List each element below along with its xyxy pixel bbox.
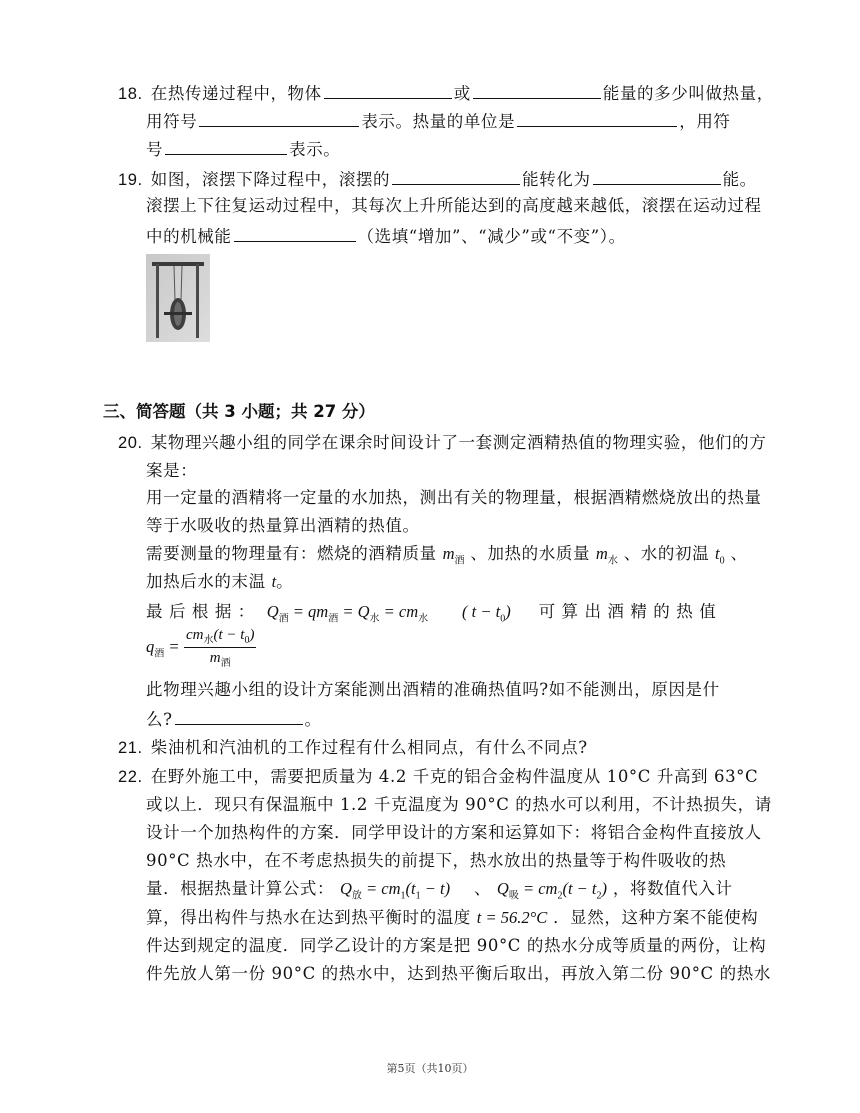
answer-blank[interactable] (165, 137, 287, 155)
answer-blank[interactable] (473, 81, 601, 99)
section-heading: 三、简答题（共 3 小题；共 27 分） (103, 402, 375, 421)
fraction-numerator: $cm_水(t - t_0)$ (186, 627, 255, 646)
rolling-pendulum-image (146, 254, 210, 342)
q20-line-6: 加热后水的末温 t。 (146, 572, 294, 591)
math-t0: $t_0$ (715, 544, 725, 567)
answer-blank[interactable] (392, 167, 520, 185)
q21-number: 21. (118, 739, 143, 757)
q18-line-2: 用符号 表示。热量的单位是 ，用符 (146, 109, 731, 133)
math-equation: $Q_酒 = qm_酒 = Q_水 = cm_水$ (266, 602, 429, 625)
answer-blank[interactable] (324, 81, 452, 99)
q22-line-8: 件先放人第一份 90°C 的热水中，达到热平衡后取出，再放入第二份 90°C 的热水 (146, 964, 771, 983)
math-q-absorb: $Q_吸 = cm_2(t - t_2)$ (496, 879, 608, 902)
q19-line-1: 19. 如图，滚摆下降过程中，滚摆的 能转化为 能。 (118, 167, 757, 191)
q19-number: 19. (118, 171, 143, 189)
math-m-alcohol: $m_酒$ (442, 544, 465, 567)
q20-line-9: 此物理兴趣小组的设计方案能测出酒精的准确热值吗?如不能测出，原因是什 (146, 680, 720, 699)
answer-blank[interactable] (517, 109, 677, 127)
q22-line-5: 量．根据热量计算公式： $Q_放 = cm_1(t_1 - t)$ 、 $Q_吸 = cm_2(t - t_2)$ ，将数值代入计 (146, 879, 733, 902)
q20-line-7: 最 后 根 据 ： $Q_酒 = qm_酒 = Q_水 = cm_水$ ( $t - t_0$) 可 算 出 酒 精 的 热 值 (146, 602, 717, 625)
q20-line-8 (146, 636, 180, 665)
math-q-release: $Q_放 = cm_1(t_1 - t)$ (339, 879, 451, 902)
q22-line-1: 22. 在野外施工中，需要把质量为 4.2 千克的铝合金构件温度从 10°C 升高到 63°C (118, 767, 759, 786)
math-equilibrium-temp: t = 56.2°C (476, 908, 548, 927)
q20-line-2: 案是： (146, 461, 198, 480)
fraction-denominator: $m_酒$ (209, 650, 231, 669)
q18-line-3: 号 表示。 (146, 137, 340, 161)
q18-number: 18. (118, 85, 143, 103)
q21-line-1: 21. 柴油机和汽油机的工作过程有什么相同点，有什么不同点? (118, 738, 588, 757)
q22-line-7: 件达到规定的温度．同学乙设计的方案是把 90°C 的热水分成等质量的两份，让构 (146, 936, 767, 955)
q22-line-6: 算，得出构件与热水在达到热平衡时的温度 t = 56.2°C ．显然，这种方案不能使构 (146, 908, 759, 927)
answer-blank[interactable] (234, 224, 356, 242)
q20-line-4: 等于水吸收的热量算出酒精的热值。 (146, 516, 420, 535)
answer-blank[interactable] (175, 707, 303, 725)
q19-line-3: 中的机械能 （选填“增加”、“减少”或“不变”）。 (146, 224, 626, 248)
q20-number: 20. (118, 434, 143, 452)
q19-line-2: 滚摆上下往复运动过程中，其每次上升所能达到的高度越来越低，滚摆在运动过程 (146, 196, 762, 215)
answer-blank[interactable] (593, 167, 721, 185)
math-q-alcohol: $q_酒$ = (146, 637, 180, 660)
math-m-water: $m_水$ (595, 544, 618, 567)
q22-line-4: 90°C 热水中，在不考虑热损失的前提下，热水放出的热量等于构件吸收的热 (146, 851, 727, 870)
q18-line-1: 18. 在热传递过程中，物体 或 能量的多少叫做热量， (118, 81, 774, 105)
q22-line-3: 设计一个加热构件的方案．同学甲设计的方案和运算如下：将铝合金构件直接放人 (146, 823, 762, 842)
answer-blank[interactable] (199, 109, 359, 127)
q20-line-1: 20. 某物理兴趣小组的同学在课余时间设计了一套测定酒精热值的物理实验，他们的方 (118, 433, 767, 452)
q20-line-3: 用一定量的酒精将一定量的水加热，测出有关的物理量，根据酒精燃烧放出的热量 (146, 488, 762, 507)
q20-line-5: 需要测量的物理量有：燃烧的酒精质量 $m_酒$ 、加热的水质量 $m_水$ 、水的初温 $t_0$ 、 (146, 544, 748, 567)
q20-line-10: 么? 。 (146, 707, 322, 731)
page-footer: 第5页（共10页） (386, 1062, 474, 1075)
heat-value-fraction (184, 627, 256, 669)
q22-line-2: 或以上．现只有保温瓶中 1.2 千克温度为 90°C 的热水可以利用，不计热损失，请 (146, 795, 772, 814)
q22-number: 22. (118, 768, 143, 786)
math-t: t (271, 572, 277, 591)
